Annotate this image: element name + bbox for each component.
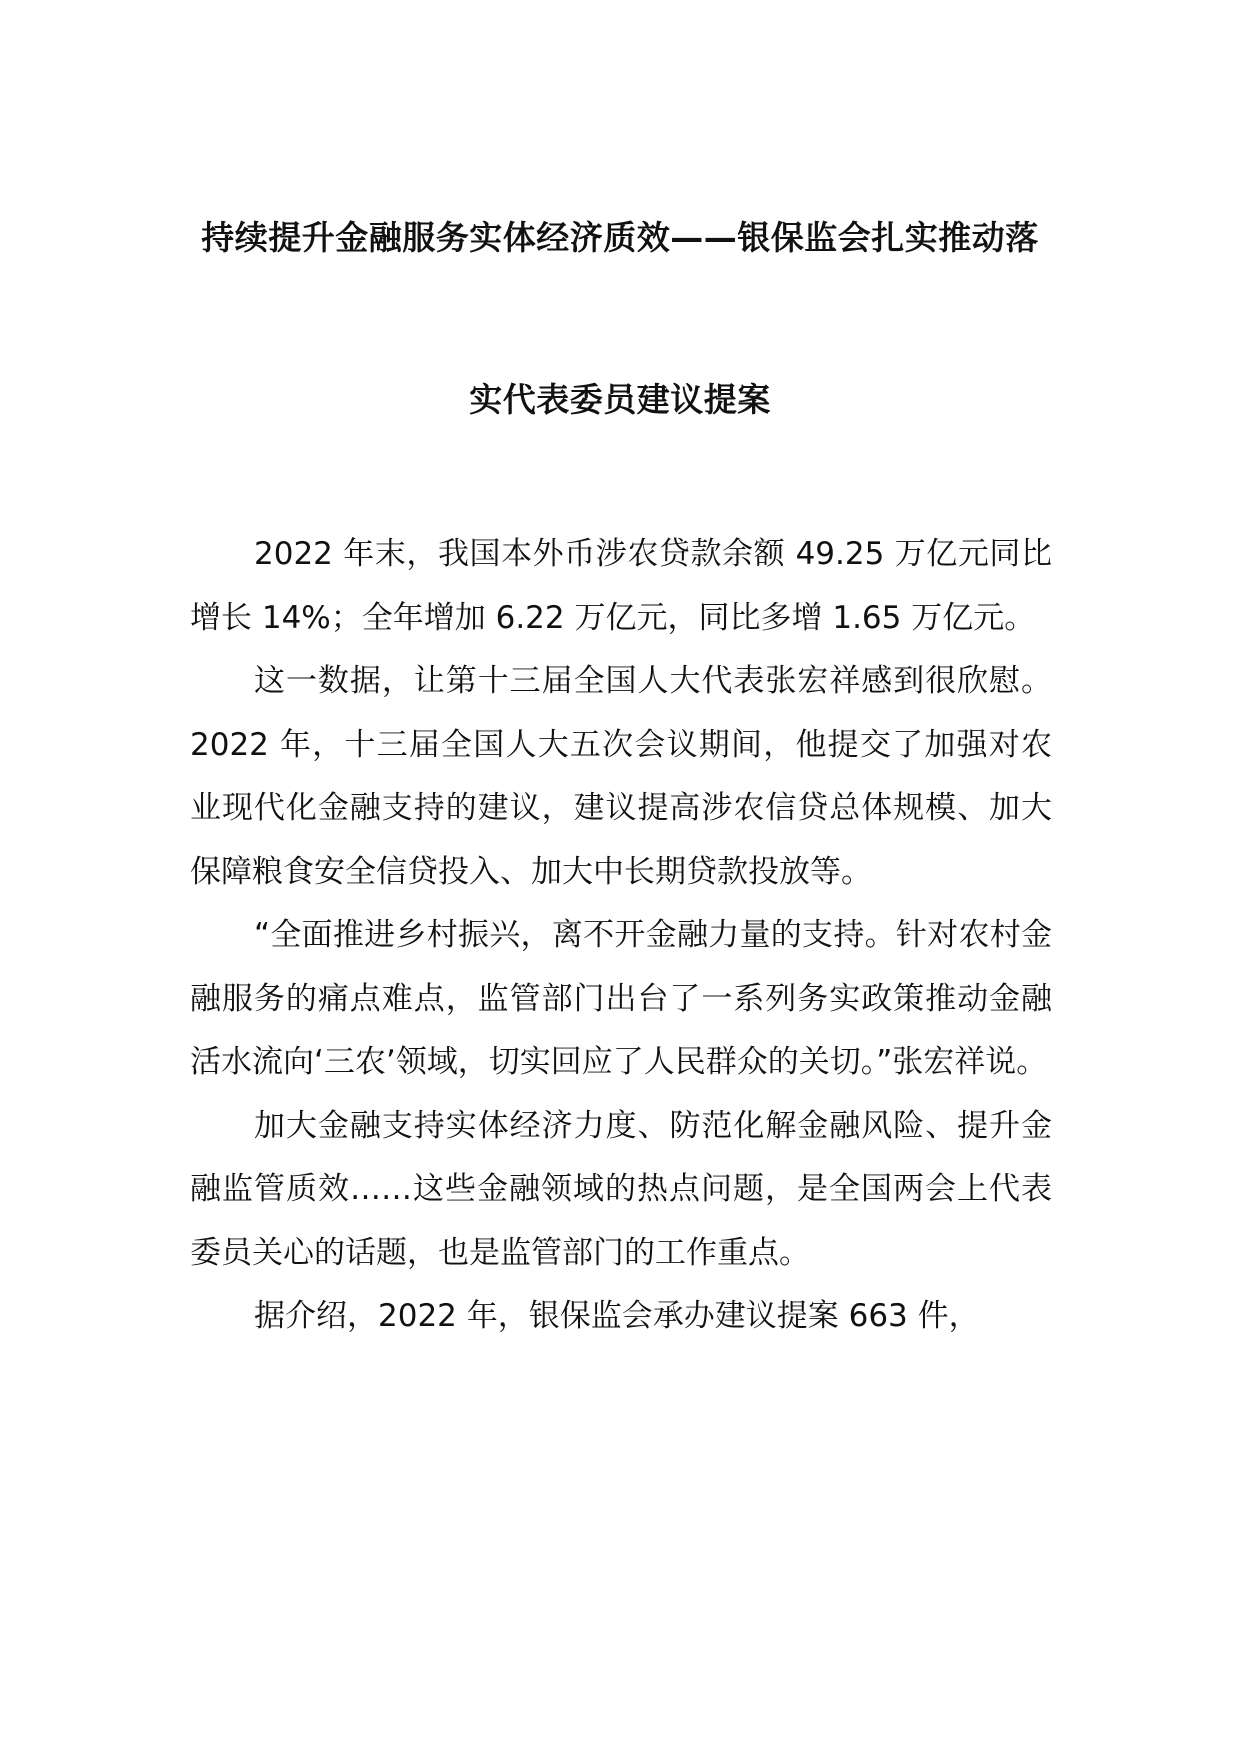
paragraph-4: 加大金融支持实体经济力度、防范化解金融风险、提升金融监管质效……这些金融领域的热点问题，是全国两会上代表委员关心的话题，也是监管部门的工作重点。 [190, 1107, 1052, 1271]
paragraph-2: 这一数据，让第十三届全国人大代表张宏祥感到很欣慰。2022 年，十三届全国人大五次会议期间，他提交了加强对农业现代化金融支持的建议，建议提高涉农信贷总体规模、加大保障粮食安全信贷投入、加大中长期贷款投放等。 [190, 663, 1052, 890]
paragraph-5: 据介绍，2022 年，银保监会承办建议提案 663 件， [254, 1298, 980, 1334]
document-title-line-1: 持续提升金融服务实体经济质效——银保监会扎实推动落 [201, 218, 1039, 257]
document-title-line-2: 实代表委员建议提案 [469, 380, 771, 419]
document-body [190, 523, 1052, 1349]
paragraph-1: 2022 年末，我国本外币涉农贷款余额 49.25 万亿元同比增长 14%；全年增加 6.22 万亿元，同比多增 1.65 万亿元。 [190, 536, 1052, 636]
paragraph-3: “全面推进乡村振兴，离不开金融力量的支持。针对农村金融服务的痛点难点，监管部门出台了一系列务实政策推动金融活水流向‘三农’领域，切实回应了人民群众的关切。”张宏祥说。 [190, 917, 1052, 1080]
